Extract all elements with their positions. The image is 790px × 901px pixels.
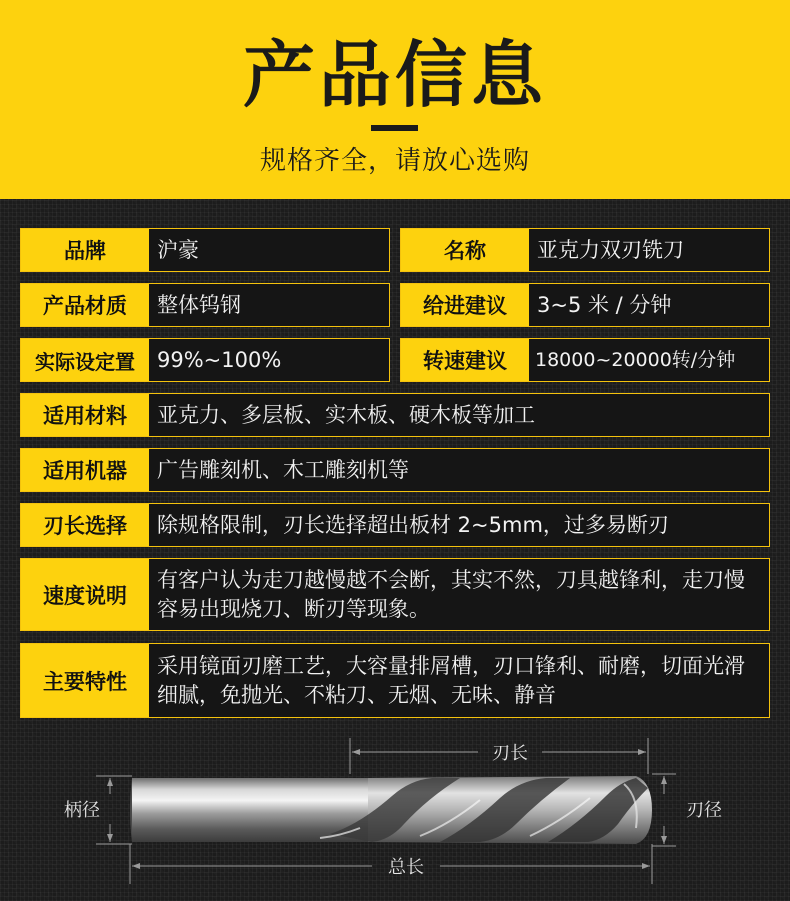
shank-diameter-dimension bbox=[64, 776, 132, 844]
spec-row-blade-length bbox=[20, 503, 770, 547]
spec-row-brand bbox=[20, 228, 390, 272]
spec-label: 主要特性 bbox=[21, 644, 149, 717]
spec-row-speed bbox=[400, 338, 770, 382]
spec-row-features bbox=[20, 643, 770, 718]
total-length-dimension bbox=[130, 844, 652, 884]
page-title: 产品信息 bbox=[242, 33, 547, 117]
total-length-label: 总长 bbox=[388, 857, 424, 878]
spec-value: 亚克力双刃铣刀 bbox=[537, 237, 684, 262]
spec-value: 沪豪 bbox=[157, 237, 199, 262]
blade-length-dimension bbox=[350, 738, 648, 774]
spec-value: 99%~100% bbox=[157, 347, 282, 372]
spec-value: 有客户认为走刀越慢越不会断，其实不然，刀具越锋利，走刀慢容易出现烧刀、断刃等现象。 bbox=[157, 567, 745, 621]
spec-value: 3~5 米 / 分钟 bbox=[537, 292, 672, 317]
spec-label: 实际设定置 bbox=[21, 339, 149, 381]
spec-label: 转速建议 bbox=[401, 339, 529, 381]
spec-row-materials bbox=[20, 393, 770, 437]
spec-value: 广告雕刻机、木工雕刻机等 bbox=[157, 457, 409, 482]
spec-row-feed bbox=[400, 283, 770, 327]
spec-row-name bbox=[400, 228, 770, 272]
spec-label: 速度说明 bbox=[21, 559, 149, 630]
spec-row-machines bbox=[20, 448, 770, 492]
spec-row-speed-note bbox=[20, 558, 770, 631]
header-banner bbox=[0, 0, 790, 199]
blade-diameter-dimension bbox=[652, 774, 722, 846]
tool-diagram bbox=[0, 718, 790, 901]
spec-value: 采用镜面刃磨工艺，大容量排屑槽，刃口锋利、耐磨，切面光滑细腻，免抛光、不粘刀、无烟、无味、静音 bbox=[157, 653, 745, 707]
spec-value: 整体钨钢 bbox=[157, 292, 241, 317]
spec-row-material bbox=[20, 283, 390, 327]
title-underline bbox=[371, 125, 418, 131]
spec-value: 18000~20000转/分钟 bbox=[535, 348, 736, 371]
blade-diameter-label: 刃径 bbox=[686, 800, 722, 821]
spec-label: 给进建议 bbox=[401, 284, 529, 326]
page-subtitle: 规格齐全，请放心选购 bbox=[259, 146, 530, 176]
milling-cutter-image bbox=[130, 776, 652, 844]
spec-label: 适用材料 bbox=[21, 394, 149, 436]
spec-row-setting bbox=[20, 338, 390, 382]
spec-value: 除规格限制，刃长选择超出板材 2~5mm，过多易断刃 bbox=[157, 512, 669, 537]
shank-diameter-label: 柄径 bbox=[64, 800, 100, 821]
blade-length-label: 刃长 bbox=[492, 743, 528, 764]
spec-value: 亚克力、多层板、实木板、硬木板等加工 bbox=[157, 402, 535, 427]
spec-label: 名称 bbox=[401, 229, 529, 271]
spec-label: 适用机器 bbox=[21, 449, 149, 491]
spec-label: 品牌 bbox=[21, 229, 149, 271]
spec-label: 产品材质 bbox=[21, 284, 149, 326]
spec-label: 刃长选择 bbox=[21, 504, 149, 546]
